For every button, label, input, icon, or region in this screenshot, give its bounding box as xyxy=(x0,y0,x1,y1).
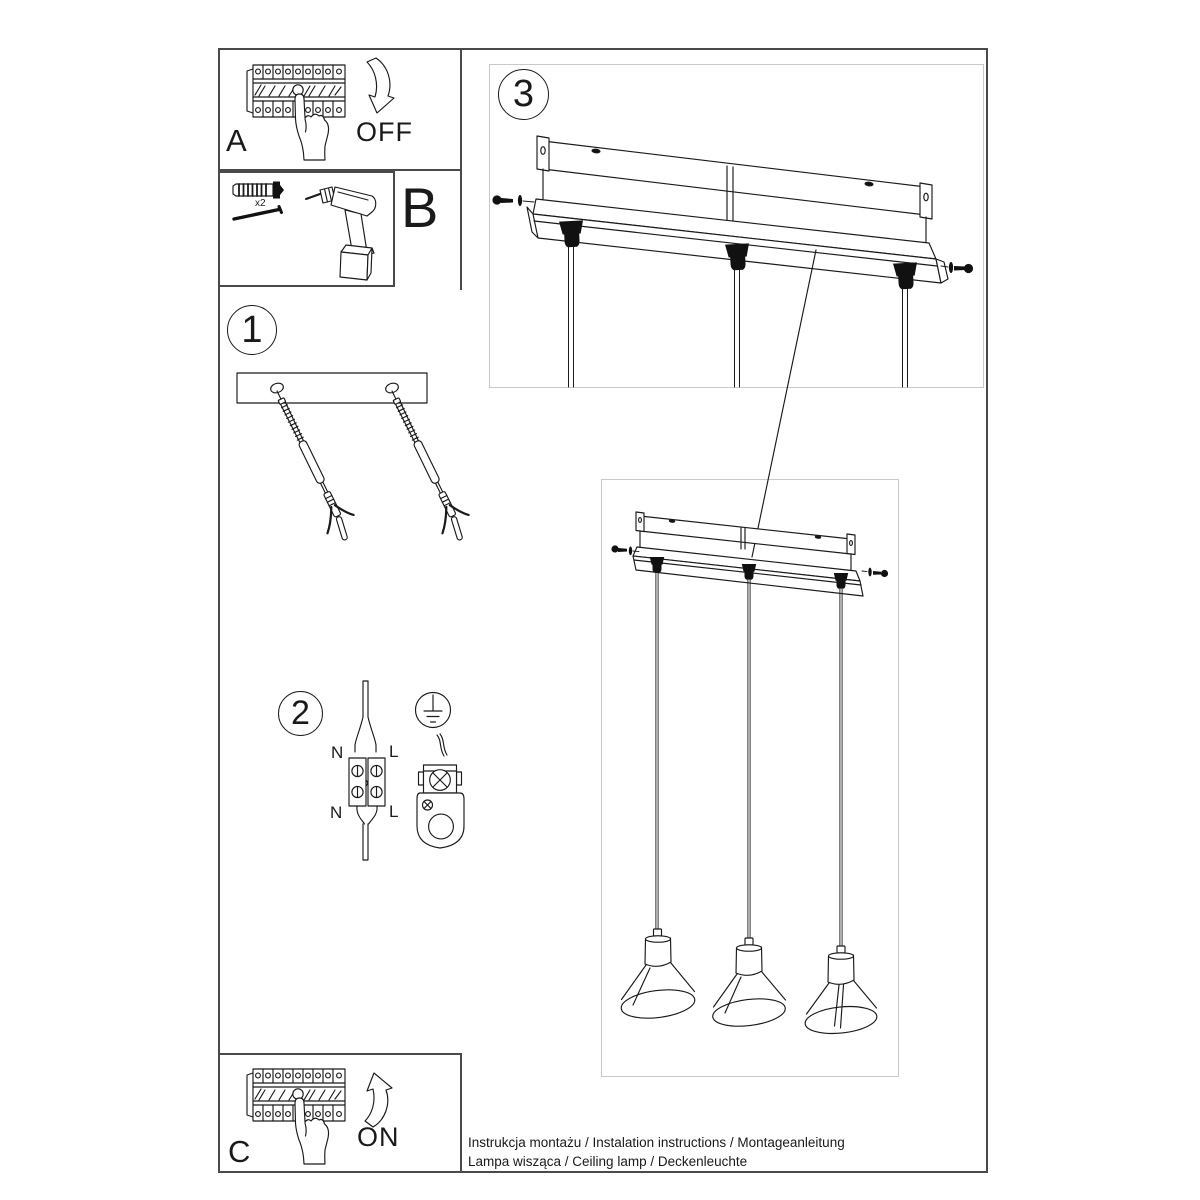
step-c-label: C xyxy=(228,1134,251,1169)
wall-plug-icon xyxy=(233,182,284,199)
anchor-quantity-label: x2 xyxy=(255,198,266,209)
circuit-breaker-on-icon xyxy=(247,1069,392,1164)
canopy-screw-left-icon xyxy=(492,195,534,206)
on-label: ON xyxy=(357,1122,400,1152)
step-b-label: B xyxy=(401,176,439,239)
wire-l-top-label: L xyxy=(389,742,399,761)
lamp-shade-middle-icon xyxy=(711,938,787,1030)
arrow-up-icon xyxy=(365,1073,392,1127)
anchor-screw-right-icon xyxy=(377,385,477,546)
wire-n-bottom-label: N xyxy=(330,803,343,822)
circuit-breaker-off-icon xyxy=(247,58,394,160)
step-a-label: A xyxy=(226,123,247,158)
step-2-number: 2 xyxy=(291,694,310,732)
arrow-down-icon xyxy=(367,58,394,113)
step-3-number: 3 xyxy=(512,73,535,115)
ground-clamp-icon xyxy=(417,734,464,848)
lamp-shade-right-icon xyxy=(804,946,878,1037)
anchor-screw-left-icon xyxy=(262,385,362,546)
step-1-number: 1 xyxy=(241,308,263,351)
earth-symbol-icon xyxy=(416,693,451,728)
footer-line-1: Instrukcja montażu / Instalation instructions / Montageanleitung xyxy=(468,1135,845,1150)
lamp-shade-left-icon xyxy=(620,929,697,1022)
wire-n-top-label: N xyxy=(331,743,344,762)
footer-line-2: Lampa wisząca / Ceiling lamp / Deckenleuchte xyxy=(468,1154,748,1169)
wire-l-bottom-label: L xyxy=(389,802,399,821)
leader-line xyxy=(752,250,816,557)
off-label: OFF xyxy=(356,117,413,147)
drill-icon xyxy=(306,187,376,280)
wire-terminal-icon xyxy=(349,681,385,860)
screw-icon xyxy=(234,207,282,220)
pendant-lamp-icon xyxy=(611,512,888,950)
canopy-icon xyxy=(527,199,948,387)
